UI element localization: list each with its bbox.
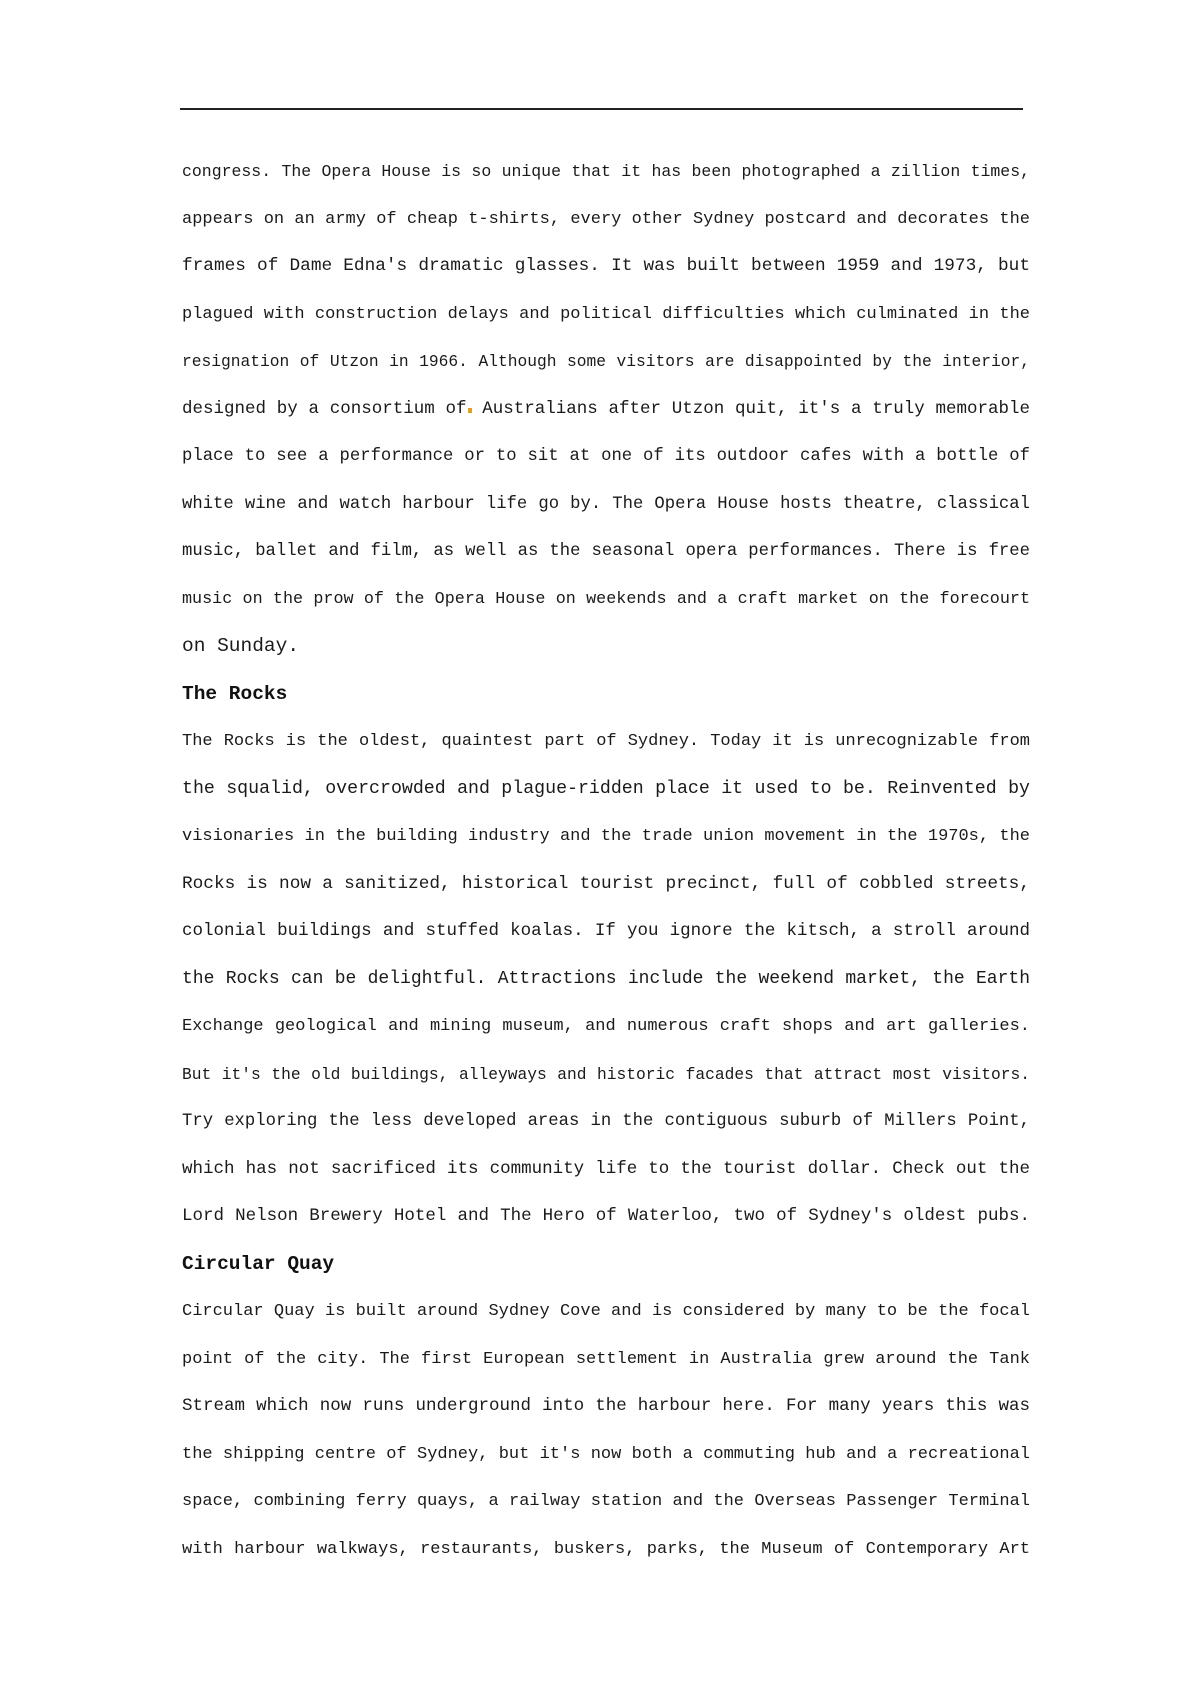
text-line: the shipping centre of Sydney, but it's now both a commuting hub and a recreational xyxy=(182,1444,1030,1464)
text-fragment: designed by a consortium of xyxy=(182,398,467,419)
text-line: resignation of Utzon in 1966. Although some visitors are disappointed by the interior, xyxy=(182,352,1030,371)
paragraph-circular-quay xyxy=(182,1288,1030,1573)
text-line: Exchange geological and mining museum, and numerous craft shops and art galleries. xyxy=(182,1017,1030,1036)
text-line: plagued with construction delays and political difficulties which culminated in the xyxy=(182,304,1030,324)
text-line: frames of Dame Edna's dramatic glasses. It was built between 1959 and 1973, but xyxy=(182,256,1030,276)
section-heading-the-rocks: The Rocks xyxy=(182,682,288,705)
text-line: white wine and watch harbour life go by. The Opera House hosts theatre, classical xyxy=(182,494,1030,514)
text-line: Circular Quay is built around Sydney Cove and is considered by many to be the focal xyxy=(182,1302,1030,1321)
text-line: Try exploring the less developed areas in the contiguous suburb of Millers Point, xyxy=(182,1112,1030,1131)
text-line: colonial buildings and stuffed koalas. If you ignore the kitsch, a stroll around xyxy=(182,921,1030,941)
text-line: visionaries in the building industry and the trade union movement in the 1970s, the xyxy=(182,827,1030,846)
section-heading-circular-quay: Circular Quay xyxy=(182,1252,335,1275)
text-line: music on the prow of the Opera House on weekends and a craft market on the forecourt xyxy=(182,589,1030,609)
text-line: Rocks is now a sanitized, historical tourist precinct, full of cobbled streets, xyxy=(182,873,1030,894)
text-line: with harbour walkways, restaurants, buskers, parks, the Museum of Contemporary Art xyxy=(182,1539,1030,1559)
text-line: But it's the old buildings, alleyways and historic facades that attract most visitors. xyxy=(182,1064,1030,1084)
paragraph-opera-house xyxy=(182,148,1030,671)
text-line: Lord Nelson Brewery Hotel and The Hero of Waterloo, two of Sydney's oldest pubs. xyxy=(182,1206,1030,1226)
text-line xyxy=(182,386,1030,434)
text-line: point of the city. The first European settlement in Australia grew around the Tank xyxy=(182,1349,1030,1369)
header-rule xyxy=(180,108,1023,110)
text-fragment: Australians after Utzon quit, it's a truly memorable xyxy=(482,398,1030,419)
text-line: the Rocks can be delightful. Attractions include the weekend market, the Earth xyxy=(182,968,1030,989)
text-line: space, combining ferry quays, a railway station and the Overseas Passenger Terminal xyxy=(182,1492,1030,1511)
text-line: place to see a performance or to sit at one of its outdoor cafes with a bottle of xyxy=(182,447,1030,466)
text-line: appears on an army of cheap t-shirts, every other Sydney postcard and decorates the xyxy=(182,209,1030,229)
text-line: on Sunday. xyxy=(182,635,300,657)
document-body xyxy=(182,148,1030,1573)
paragraph-the-rocks xyxy=(182,718,1030,1241)
text-line: the squalid, overcrowded and plague-ridden place it used to be. Reinvented by xyxy=(182,778,1030,799)
text-line: congress. The Opera House is so unique that it has been photographed a zillion times, xyxy=(182,162,1030,181)
text-line: music, ballet and film, as well as the seasonal opera performances. There is free xyxy=(182,542,1030,561)
text-line: Stream which now runs underground into the harbour here. For many years this was xyxy=(182,1396,1030,1416)
text-line: which has not sacrificed its community life to the tourist dollar. Check out the xyxy=(182,1158,1030,1179)
text-line: The Rocks is the oldest, quaintest part of Sydney. Today it is unrecognizable from xyxy=(182,732,1030,751)
edit-mark xyxy=(468,408,472,413)
